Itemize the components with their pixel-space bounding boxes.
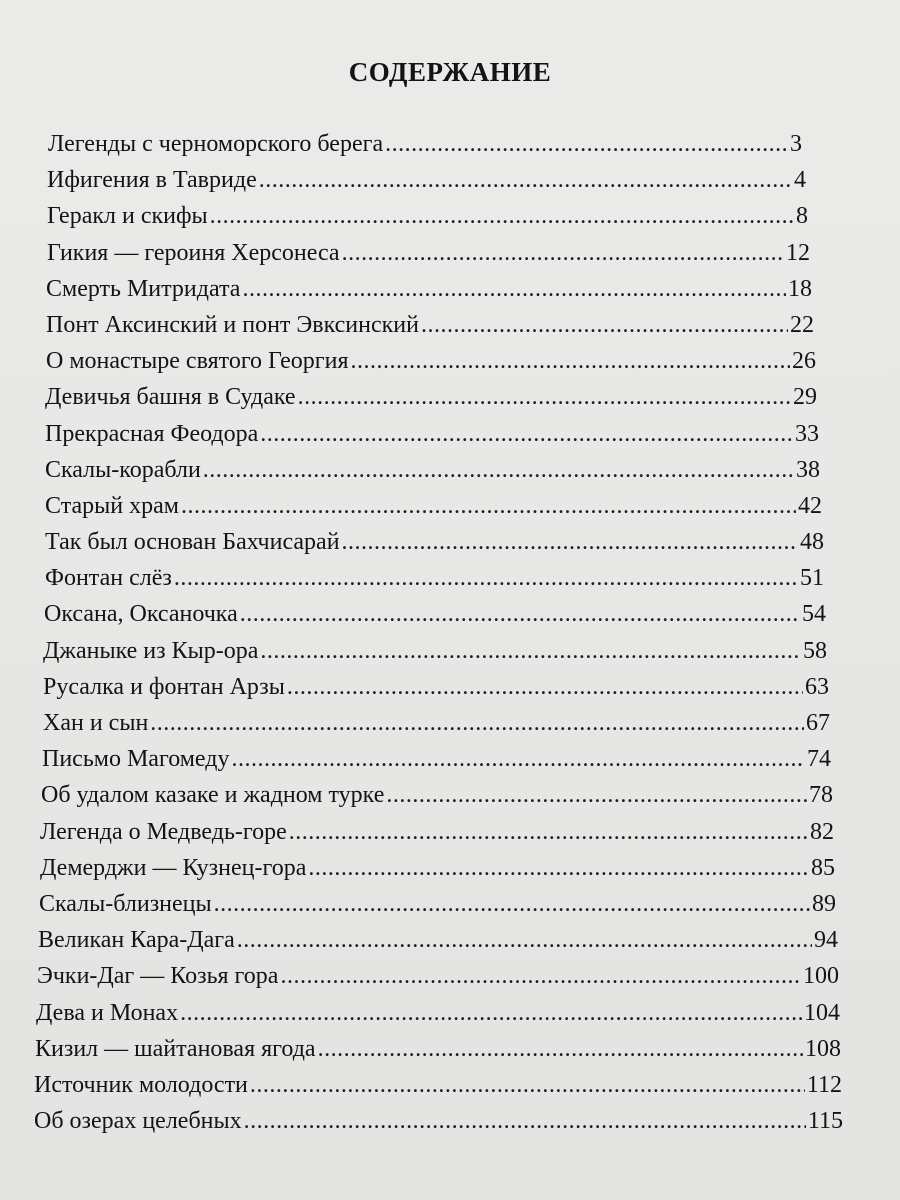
toc-page-number: 115 — [807, 1108, 843, 1135]
toc-entry — [0, 235, 810, 271]
dot-leader — [386, 777, 807, 813]
toc-page-number: 100 — [803, 963, 839, 990]
toc-page-number: 63 — [805, 673, 829, 700]
toc-entry-title: Великан Кара-Дага — [38, 927, 235, 954]
dot-leader — [260, 416, 793, 452]
toc-entry — [0, 416, 819, 452]
toc-entry-title: Так был основан Бахчисарай — [45, 529, 340, 556]
toc-entry-title: Русалка и фонтан Арзы — [43, 673, 285, 700]
toc-entry-title: Прекрасная Феодора — [45, 420, 259, 447]
toc-entry — [0, 814, 834, 850]
toc-entry-title: Кизил — шайтановая ягода — [35, 1035, 316, 1062]
toc-page-number: 74 — [807, 746, 831, 773]
dot-leader — [260, 633, 801, 669]
toc-entry — [0, 126, 802, 162]
toc-entry — [0, 886, 836, 922]
toc-entry — [0, 850, 835, 886]
toc-entry — [0, 1067, 842, 1103]
toc-entry — [0, 524, 824, 560]
toc-page-number: 85 — [811, 854, 835, 881]
toc-entry-title: Девичья башня в Судаке — [45, 384, 296, 411]
dot-leader — [174, 560, 798, 596]
page-title: СОДЕРЖАНИЕ — [348, 57, 552, 87]
toc-page-number: 22 — [790, 311, 814, 338]
dot-leader — [180, 995, 802, 1031]
toc-entry — [0, 198, 808, 234]
toc-page-number: 94 — [814, 927, 838, 954]
dot-leader — [181, 488, 796, 524]
toc-page-number: 104 — [804, 999, 840, 1026]
toc-entry — [0, 669, 829, 705]
dot-leader — [308, 850, 809, 886]
toc-entry-title: Геракл и скифы — [47, 203, 208, 230]
dot-leader — [240, 596, 800, 632]
dot-leader — [421, 307, 788, 343]
toc-page-number: 89 — [812, 890, 836, 917]
toc-entry-title: Демерджи — Кузнец-гора — [40, 854, 307, 881]
toc-entry-title: О монастыре святого Георгия — [46, 348, 349, 375]
toc-page-number: 67 — [806, 710, 830, 736]
toc-entry-title: Об удалом казаке и жадном турке — [41, 782, 385, 809]
dot-leader — [289, 814, 808, 850]
toc-entry-title: Источник молодости — [34, 1071, 248, 1098]
toc-entry-title: Легенды с черноморского берега — [48, 131, 384, 157]
toc-page-number: 33 — [795, 420, 819, 447]
dot-leader — [203, 452, 794, 488]
toc-entry — [0, 307, 814, 343]
dot-leader — [280, 958, 801, 994]
toc-page-number: 54 — [802, 601, 826, 628]
toc-entry-title: Фонтан слёз — [45, 565, 172, 592]
toc-page-number: 78 — [809, 782, 833, 809]
toc-entry — [0, 1031, 841, 1067]
toc-page-number: 48 — [800, 529, 824, 556]
toc-page-number: 26 — [792, 348, 816, 375]
toc-entry — [0, 705, 830, 741]
toc-page-number: 51 — [800, 565, 824, 592]
dot-leader — [150, 705, 804, 741]
toc-entry — [0, 1103, 843, 1139]
toc-page-number: 3 — [790, 131, 802, 157]
toc-entry-title: Легенда о Медведь-горе — [40, 818, 287, 845]
toc-entry — [0, 633, 827, 669]
dot-leader — [287, 669, 803, 705]
toc-entry-title: Понт Аксинский и понт Эвксинский — [46, 311, 419, 338]
dot-leader — [231, 741, 805, 777]
toc-entry — [0, 488, 822, 524]
toc-entry-title: Письмо Магомеду — [42, 746, 230, 773]
toc-entry — [0, 741, 831, 777]
toc-entry — [0, 343, 816, 379]
toc-page-number: 108 — [805, 1035, 841, 1062]
toc-entry — [0, 995, 840, 1031]
toc-entry — [0, 271, 812, 307]
dot-leader — [237, 922, 812, 958]
toc-entry — [0, 560, 824, 596]
dot-leader — [259, 162, 792, 198]
toc-entry — [0, 958, 839, 994]
toc-entry — [0, 452, 820, 488]
dot-leader — [214, 886, 810, 922]
dot-leader — [298, 379, 791, 415]
dot-leader — [342, 524, 798, 560]
toc-entry-title: Старый храм — [45, 492, 179, 519]
toc-entry-title: Гикия — героиня Херсонеса — [47, 239, 340, 266]
toc-entry-title: Смерть Митридата — [46, 275, 241, 302]
toc-entry — [0, 162, 806, 198]
toc-entry — [0, 922, 838, 958]
dot-leader — [318, 1031, 803, 1067]
toc-entry — [0, 379, 817, 415]
toc-page-number: 8 — [796, 203, 808, 230]
toc-entry-title: Оксана, Оксаночка — [44, 601, 238, 628]
toc-page-number: 38 — [796, 456, 820, 483]
toc-entry-title: Джаныке из Кыр-ора — [43, 637, 259, 664]
toc-page-number: 58 — [803, 637, 827, 664]
toc-entry-title: Хан и сын — [43, 710, 149, 736]
toc-page-number: 18 — [788, 275, 812, 302]
toc-page-number: 42 — [798, 492, 822, 519]
toc-page-number: 112 — [806, 1071, 842, 1098]
toc-entry-title: Скалы-корабли — [45, 456, 201, 483]
toc-entry-title: Эчки-Даг — Козья гора — [37, 963, 279, 990]
toc-page-number: 29 — [793, 384, 817, 411]
toc-page-number: 4 — [794, 167, 806, 194]
toc-page-number: 82 — [810, 818, 834, 845]
toc-entry-title: Ифигения в Тавриде — [47, 167, 257, 194]
toc-entry-title: Скалы-близнецы — [39, 890, 212, 917]
toc-entry — [0, 596, 826, 632]
dot-leader — [250, 1067, 805, 1103]
toc-page-number: 12 — [786, 239, 810, 266]
dot-leader — [350, 343, 790, 379]
dot-leader — [210, 198, 794, 234]
table-of-contents — [0, 126, 900, 1139]
dot-leader — [242, 271, 786, 307]
toc-entry — [0, 777, 833, 813]
dot-leader — [244, 1103, 806, 1139]
toc-entry-title: Дева и Монах — [36, 999, 179, 1026]
dot-leader — [385, 126, 788, 162]
dot-leader — [342, 235, 784, 271]
toc-entry-title: Об озерах целебных — [34, 1108, 242, 1135]
